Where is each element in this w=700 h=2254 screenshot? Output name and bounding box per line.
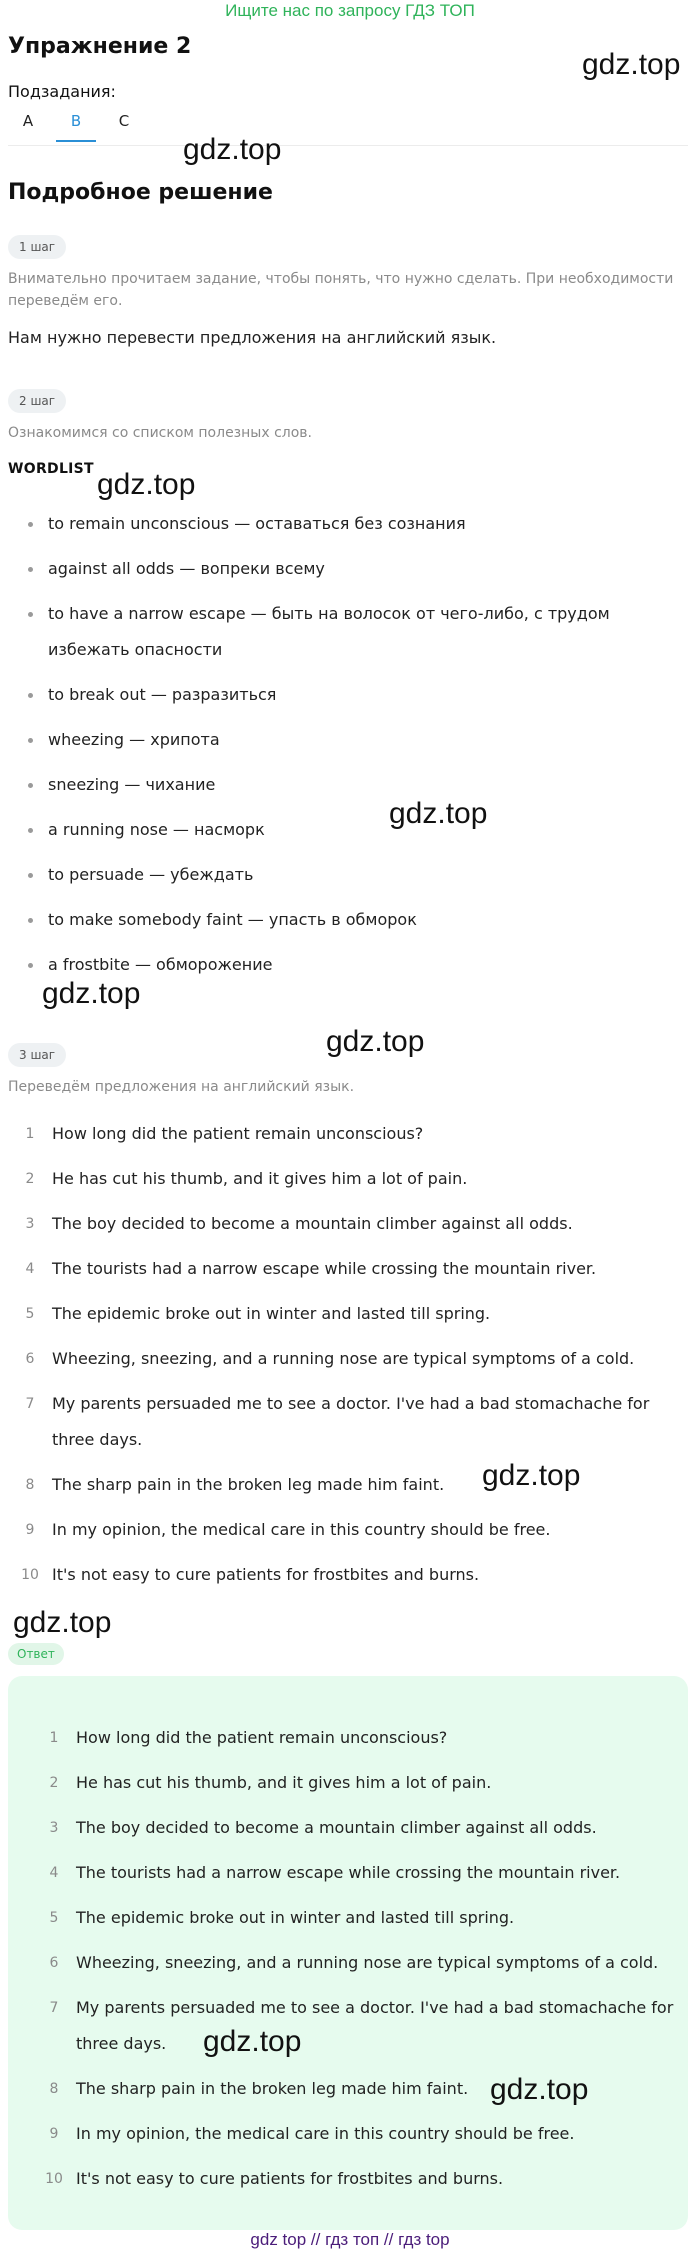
step-2-badge: 2 шаг xyxy=(8,389,66,413)
bullet-icon xyxy=(28,738,33,743)
bullet-icon xyxy=(28,918,33,923)
wordlist-item: a frostbite — обморожение xyxy=(28,947,668,983)
tab-c[interactable]: C xyxy=(118,112,130,130)
answer-item: 2 He has cut his thumb, and it gives him a lot of pain. xyxy=(49,1773,492,1792)
bullet-icon xyxy=(28,522,33,527)
watermark: gdz.top xyxy=(389,797,488,830)
watermark: gdz.top xyxy=(13,1606,112,1639)
wordlist-item: to have a narrow escape — быть на волосок от чего-либо, с трудом избежать опасности xyxy=(28,596,668,668)
answer-item: 7 My parents persuaded me to see a doctor. I've had a bad stomachache for three days. xyxy=(49,1998,674,2053)
answer-item: 9 In my opinion, the medical care in this country should be free. xyxy=(49,2124,575,2143)
divider xyxy=(8,145,688,146)
answer-item: 8 The sharp pain in the broken leg made him faint. xyxy=(49,2079,469,2098)
tab-b[interactable]: B xyxy=(56,112,96,142)
step-1-hint: Внимательно прочитаем задание, чтобы понять, что нужно сделать. При необходимости переведём его. xyxy=(8,271,674,309)
wordlist-item: sneezing — чихание xyxy=(28,767,668,803)
watermark: gdz.top xyxy=(203,2025,302,2058)
step-1-badge: 1 шаг xyxy=(8,235,66,259)
watermark: gdz.top xyxy=(582,48,681,81)
bullet-icon xyxy=(28,567,33,572)
step-1-text: Нам нужно перевести предложения на английский язык. xyxy=(8,328,497,347)
subtasks-label: Подзадания: xyxy=(8,82,116,101)
watermark: gdz.top xyxy=(326,1025,425,1058)
sentence-item: 9 In my opinion, the medical care in this country should be free. xyxy=(25,1520,551,1539)
answer-badge: Ответ xyxy=(8,1643,64,1665)
sentence-item: 6 Wheezing, sneezing, and a running nose are typical symptoms of a cold. xyxy=(25,1349,635,1368)
answer-item: 3 The boy decided to become a mountain climber against all odds. xyxy=(49,1818,597,1837)
sentence-item: 2 He has cut his thumb, and it gives him a lot of pain. xyxy=(25,1169,468,1188)
answer-item: 10 It's not easy to cure patients for frostbites and burns. xyxy=(45,2169,504,2188)
watermark: gdz.top xyxy=(482,1459,581,1492)
step-3-badge: 3 шаг xyxy=(8,1043,66,1067)
sentence-item: 1 How long did the patient remain unconscious? xyxy=(25,1124,424,1143)
watermark: gdz.top xyxy=(97,468,196,501)
wordlist-item: to persuade — убеждать xyxy=(28,857,668,893)
sentence-item: 4 The tourists had a narrow escape while crossing the mountain river. xyxy=(25,1259,597,1278)
watermark: gdz.top xyxy=(42,977,141,1010)
wordlist-item: against all odds — вопреки всему xyxy=(28,551,668,587)
sentence-item: 7 My parents persuaded me to see a doctor. I've had a bad stomachache for three days. xyxy=(25,1394,650,1449)
tab-a[interactable]: A xyxy=(22,112,34,130)
watermark: gdz.top xyxy=(183,133,282,166)
wordlist-item: to remain unconscious — оставаться без сознания xyxy=(28,506,668,542)
step-2-hint: Ознакомимся со списком полезных слов. xyxy=(8,425,312,441)
solution-title: Подробное решение xyxy=(8,180,273,205)
wordlist-item: to make somebody faint — упасть в обморок xyxy=(28,902,668,938)
answer-item: 4 The tourists had a narrow escape while crossing the mountain river. xyxy=(49,1863,621,1882)
sentence-item: 8 The sharp pain in the broken leg made him faint. xyxy=(25,1475,445,1494)
bullet-icon xyxy=(28,828,33,833)
bullet-icon xyxy=(28,693,33,698)
sentence-item: 3 The boy decided to become a mountain climber against all odds. xyxy=(25,1214,573,1233)
answer-item: 1 How long did the patient remain unconscious? xyxy=(49,1728,448,1747)
bullet-icon xyxy=(28,783,33,788)
search-promo-banner: Ищите нас по запросу ГДЗ ТОП xyxy=(225,1,475,20)
wordlist-title: WORDLIST xyxy=(8,461,94,477)
step-3-hint: Переведём предложения на английский язык. xyxy=(8,1079,355,1095)
sentence-item: 10 It's not easy to cure patients for frostbites and burns. xyxy=(21,1565,480,1584)
subtask-tabs xyxy=(8,112,152,142)
answer-item: 6 Wheezing, sneezing, and a running nose are typical symptoms of a cold. xyxy=(49,1953,659,1972)
answer-item: 5 The epidemic broke out in winter and lasted till spring. xyxy=(49,1908,515,1927)
wordlist-item: wheezing — хрипота xyxy=(28,722,668,758)
wordlist-item: a running nose — насморк xyxy=(28,812,668,848)
bullet-icon xyxy=(28,963,33,968)
bullet-icon xyxy=(28,873,33,878)
bullet-icon xyxy=(28,612,33,617)
sentence-item: 5 The epidemic broke out in winter and lasted till spring. xyxy=(25,1304,491,1323)
footer-links[interactable]: gdz top // гдз топ // гдз top xyxy=(250,2230,450,2249)
watermark: gdz.top xyxy=(490,2073,589,2106)
wordlist-item: to break out — разразиться xyxy=(28,677,668,713)
exercise-title: Упражнение 2 xyxy=(8,34,192,59)
